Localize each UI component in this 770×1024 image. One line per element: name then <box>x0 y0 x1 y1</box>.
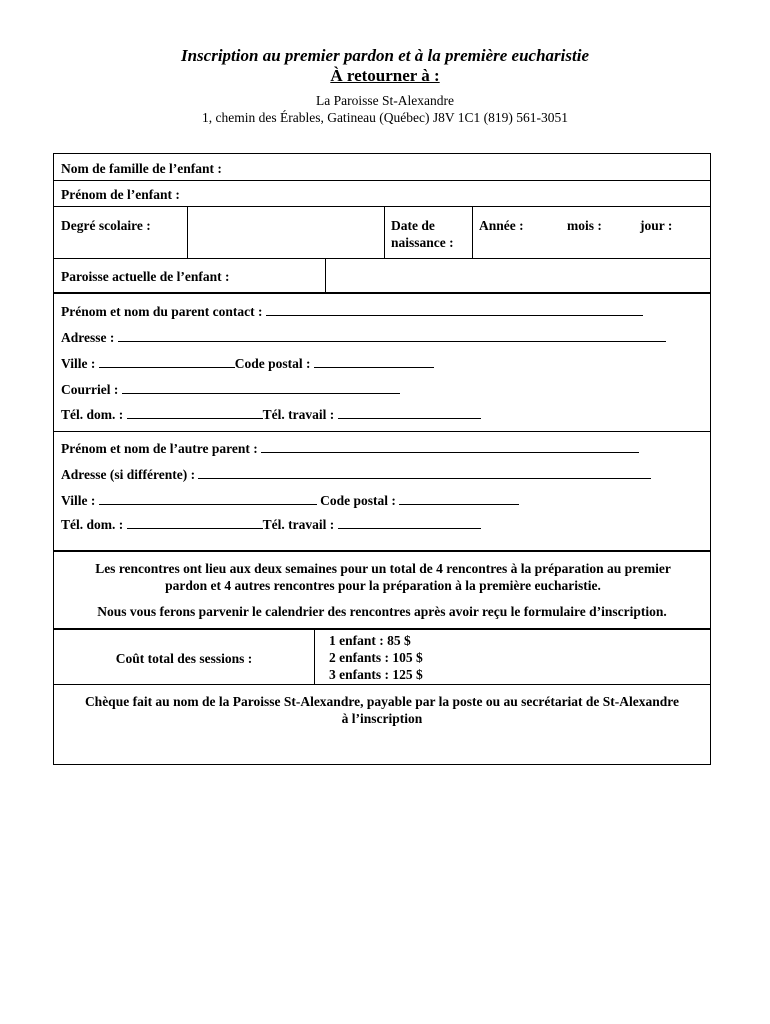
dob-label-line2: naissance : <box>391 235 454 250</box>
grade-label: Degré scolaire : <box>61 218 151 233</box>
child-last-name-label: Nom de famille de l’enfant : <box>61 161 222 176</box>
parent1-home-phone-label: Tél. dom. : <box>61 407 124 422</box>
parent1-work-phone-line[interactable] <box>338 406 481 419</box>
divider <box>54 206 710 207</box>
parent2-name-line[interactable] <box>261 440 639 453</box>
calendar-info: Nous vous ferons parvenir le calendrier des rencontres après avoir reçu le formulaire d’inscription. <box>97 604 667 619</box>
cost-two-children: 2 enfants : 105 $ <box>329 650 423 665</box>
divider <box>54 180 710 181</box>
parent1-address-line[interactable] <box>118 329 666 342</box>
parent1-name-label: Prénom et nom du parent contact : <box>61 304 263 319</box>
parent2-name-field[interactable] <box>61 440 639 457</box>
child-parish-label: Paroisse actuelle de l’enfant : <box>61 269 230 284</box>
parent1-postal-label: Code postal : <box>234 356 311 371</box>
parent2-home-phone-label: Tél. dom. : <box>61 517 124 532</box>
parent1-phone-field[interactable] <box>61 406 481 423</box>
cost-label: Coût total des sessions : <box>115 651 253 666</box>
parent2-address-field[interactable] <box>61 466 651 483</box>
parent1-address-label: Adresse : <box>61 330 115 345</box>
parent1-city-label: Ville : <box>61 356 96 371</box>
return-to-heading: À retourner à : <box>330 66 440 85</box>
year-label: Année : <box>479 218 524 233</box>
cell-divider <box>384 206 385 258</box>
cost-one-child: 1 enfant : 85 $ <box>329 633 411 648</box>
parent1-city-postal-field[interactable] <box>61 355 434 372</box>
parent1-postal-line[interactable] <box>314 355 434 368</box>
day-label: jour : <box>640 218 673 233</box>
parish-name: La Paroisse St-Alexandre <box>316 93 454 108</box>
parent2-address-label: Adresse (si différente) : <box>61 467 196 482</box>
cell-divider <box>325 258 326 292</box>
parent2-city-postal-field[interactable] <box>61 492 519 509</box>
parent2-postal-label: Code postal : <box>320 493 396 508</box>
parent2-home-phone-line[interactable] <box>127 516 263 529</box>
divider <box>54 628 710 630</box>
divider <box>54 258 710 259</box>
parish-address: 1, chemin des Érables, Gatineau (Québec) J8V 1C1 (819) 561-3051 <box>201 110 569 125</box>
parent2-work-phone-line[interactable] <box>338 516 481 529</box>
cell-divider <box>314 629 315 684</box>
child-first-name-label: Prénom de l’enfant : <box>61 187 180 202</box>
dob-label-line1: Date de <box>391 218 435 233</box>
parent2-postal-line[interactable] <box>399 492 519 505</box>
payment-note: Chèque fait au nom de la Paroisse St-Alexandre, payable par la poste ou au secrétariat de St-Alexandre à l’inscription <box>84 694 680 726</box>
divider <box>54 550 710 552</box>
cell-divider <box>472 206 473 258</box>
month-label: mois : <box>567 218 602 233</box>
registration-form <box>53 153 711 765</box>
divider <box>54 684 710 685</box>
parent1-address-field[interactable] <box>61 329 666 346</box>
parent1-work-phone-label: Tél. travail : <box>262 407 335 422</box>
cost-three-children: 3 enfants : 125 $ <box>329 667 423 682</box>
parent2-city-line[interactable] <box>99 492 317 505</box>
parent2-work-phone-label: Tél. travail : <box>262 517 335 532</box>
cell-divider <box>187 206 188 258</box>
parent1-name-line[interactable] <box>266 303 643 316</box>
parent2-name-label: Prénom et nom de l’autre parent : <box>61 441 258 456</box>
parent1-email-line[interactable] <box>122 381 400 394</box>
meetings-info: Les rencontres ont lieu aux deux semaines pour un total de 4 rencontres à la préparation au premier pardon et 4 autres rencontres pour la préparation à la première eucharistie. <box>95 561 671 593</box>
parent2-city-label: Ville : <box>61 493 96 508</box>
parent1-name-field[interactable] <box>61 303 643 320</box>
parent1-city-line[interactable] <box>99 355 235 368</box>
divider <box>54 431 710 432</box>
parent2-address-line[interactable] <box>198 466 651 479</box>
form-header <box>0 46 770 126</box>
divider <box>54 292 710 294</box>
parent2-phone-field[interactable] <box>61 516 481 533</box>
form-title: Inscription au premier pardon et à la première eucharistie <box>180 46 590 65</box>
parent1-home-phone-line[interactable] <box>127 406 263 419</box>
parent1-email-field[interactable] <box>61 381 400 398</box>
parent1-email-label: Courriel : <box>61 382 119 397</box>
